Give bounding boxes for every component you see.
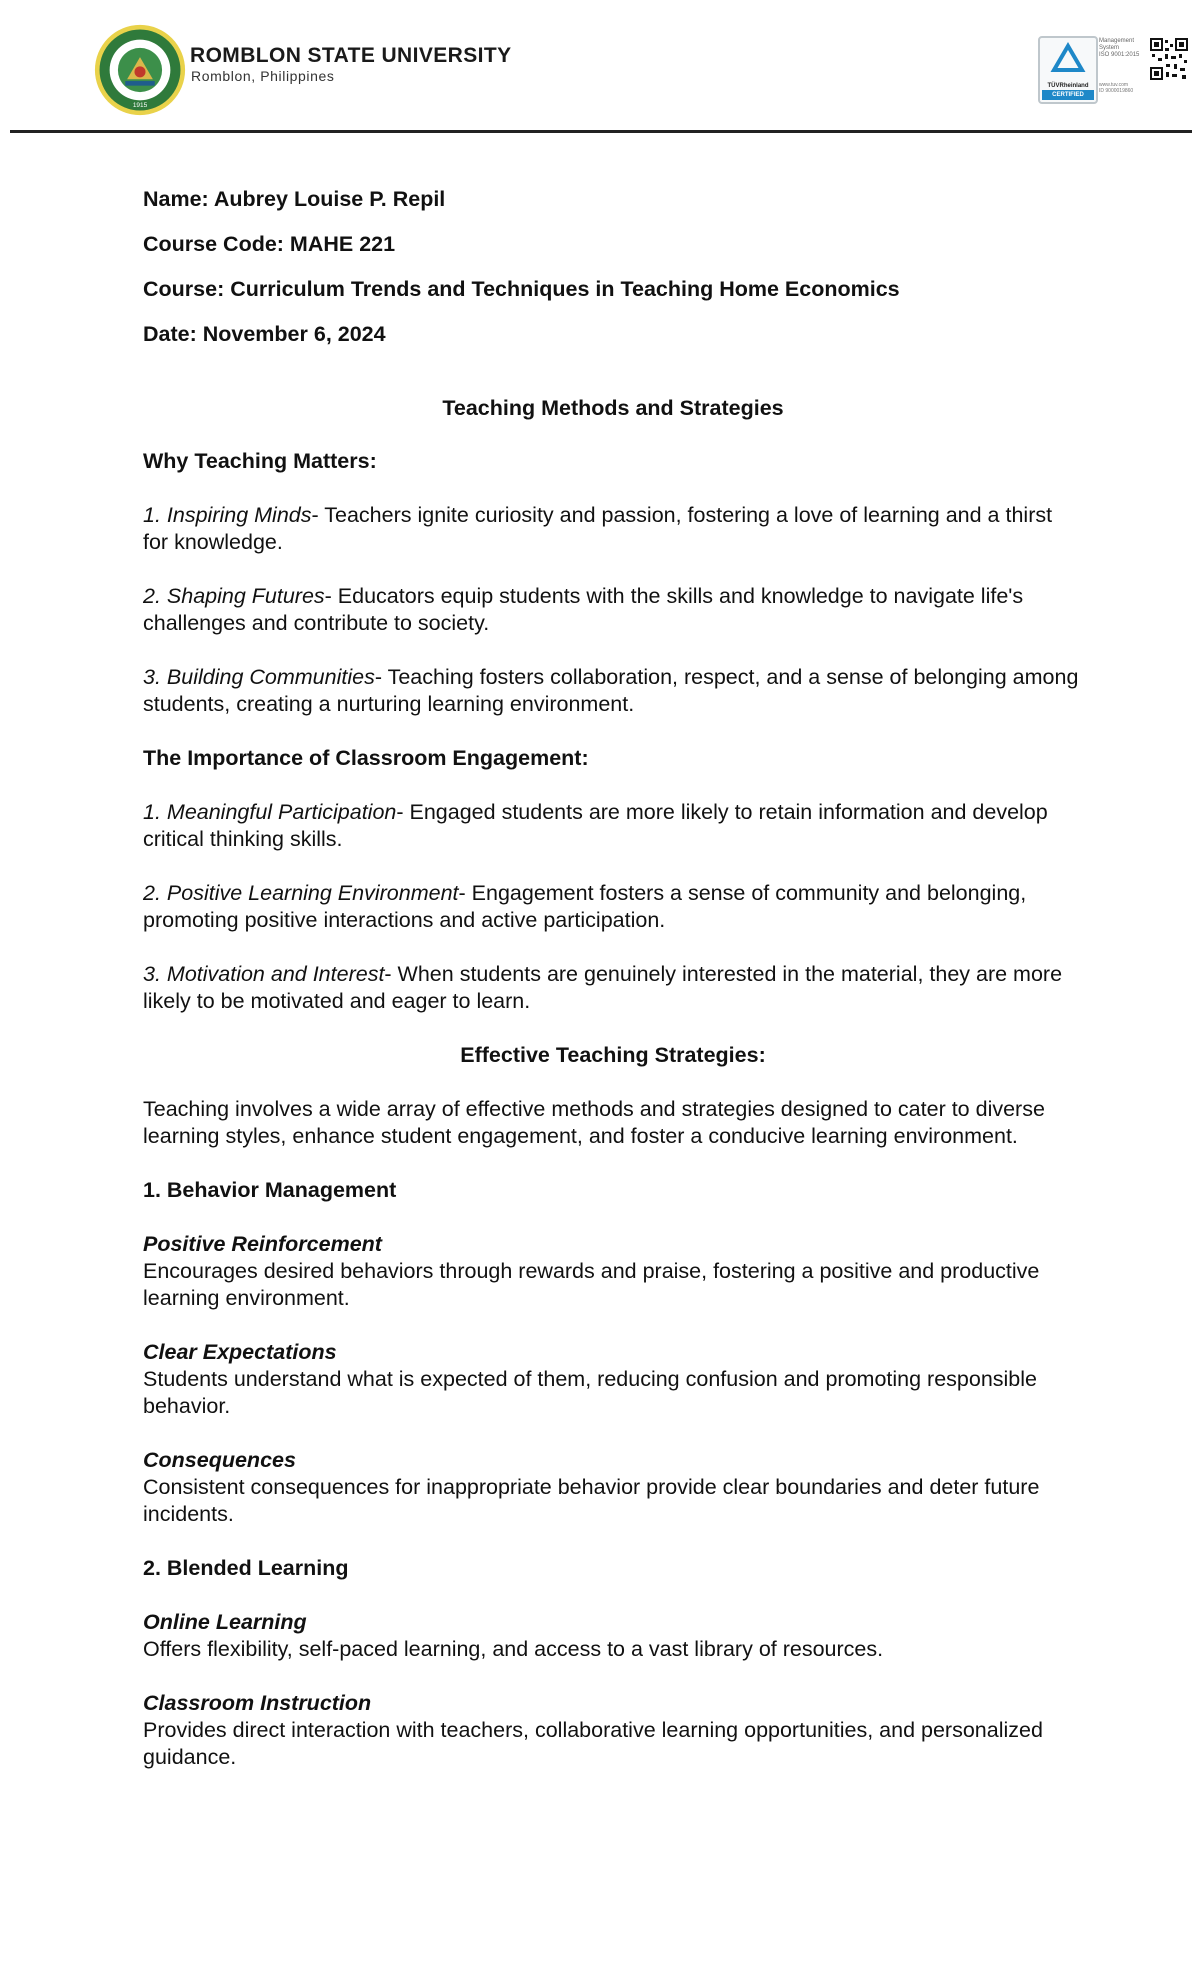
seal-year: 1915	[132, 101, 148, 109]
list-item: 3. Motivation and Interest- When students are genuinely interested in the material, they are more likely to be motivated and eager to learn.	[143, 962, 1063, 1013]
tuv-logo	[1038, 36, 1098, 104]
course-title: Course: Curriculum Trends and Techniques in Teaching Home Economics	[143, 277, 900, 301]
triangle-icon	[1040, 42, 1096, 76]
document-body	[143, 186, 1083, 1798]
document-title: Teaching Methods and Strategies	[442, 396, 784, 420]
certification-badge	[1038, 36, 1190, 102]
why-teaching-heading: Why Teaching Matters:	[143, 449, 377, 473]
engagement-heading: The Importance of Classroom Engagement:	[143, 746, 589, 770]
list-item: 3. Building Communities- Teaching fosters collaboration, respect, and a sense of belonging among students, creating a nurturing learning environment.	[143, 665, 1079, 716]
strategy-item: Positive Reinforcement Encourages desired behaviors through rewards and praise, fostering a positive and productive learning environment.	[143, 1232, 1040, 1310]
student-name: Name: Aubrey Louise P. Repil	[143, 187, 446, 211]
list-item: 1. Meaningful Participation- Engaged students are more likely to retain information and develop critical thinking skills.	[143, 800, 1048, 851]
strategy-item: Online Learning Offers flexibility, self-paced learning, and access to a vast library of resources.	[143, 1610, 884, 1661]
student-info	[143, 186, 1083, 348]
university-name: ROMBLON STATE UNIVERSITY	[190, 44, 512, 67]
letterhead	[0, 0, 1200, 134]
cert-brand: TÜVRheinland	[1047, 83, 1089, 89]
university-location: Romblon, Philippines	[191, 68, 335, 84]
cert-footer-text: www.tuv.com ID 9000019860	[1099, 82, 1134, 94]
cert-badge-label: CERTIFIED	[1042, 90, 1094, 100]
cert-system-text: Management System ISO 9001:2015	[1099, 38, 1140, 58]
strategy-item: Consequences Consistent consequences for inappropriate behavior provide clear boundaries and deter future incidents.	[143, 1448, 1040, 1526]
header-divider	[10, 130, 1192, 133]
strategies-intro: Teaching involves a wide array of effective methods and strategies designed to cater to diverse learning styles, enhance student engagement, and foster a conducive learning environment.	[143, 1097, 1045, 1148]
university-seal-icon	[94, 24, 186, 116]
blended-learning-heading: 2. Blended Learning	[143, 1556, 349, 1580]
behavior-management-heading: 1. Behavior Management	[143, 1178, 397, 1202]
list-item: 2. Positive Learning Environment- Engagement fosters a sense of community and belonging, promoting positive interactions and active participation.	[143, 881, 1027, 932]
strategies-heading: Effective Teaching Strategies:	[460, 1043, 766, 1067]
strategy-item: Classroom Instruction Provides direct interaction with teachers, collaborative learning opportunities, and personalized guidance.	[143, 1691, 1043, 1769]
qr-code-icon	[1150, 38, 1188, 80]
course-code: Course Code: MAHE 221	[143, 232, 396, 256]
list-item: 1. Inspiring Minds- Teachers ignite curiosity and passion, fostering a love of learning and a thirst for knowledge.	[143, 503, 1053, 554]
list-item: 2. Shaping Futures- Educators equip students with the skills and knowledge to navigate life's challenges and contribute to society.	[143, 584, 1024, 635]
strategy-item: Clear Expectations Students understand what is expected of them, reducing confusion and promoting responsible behavior.	[143, 1340, 1038, 1418]
document-date: Date: November 6, 2024	[143, 322, 386, 346]
